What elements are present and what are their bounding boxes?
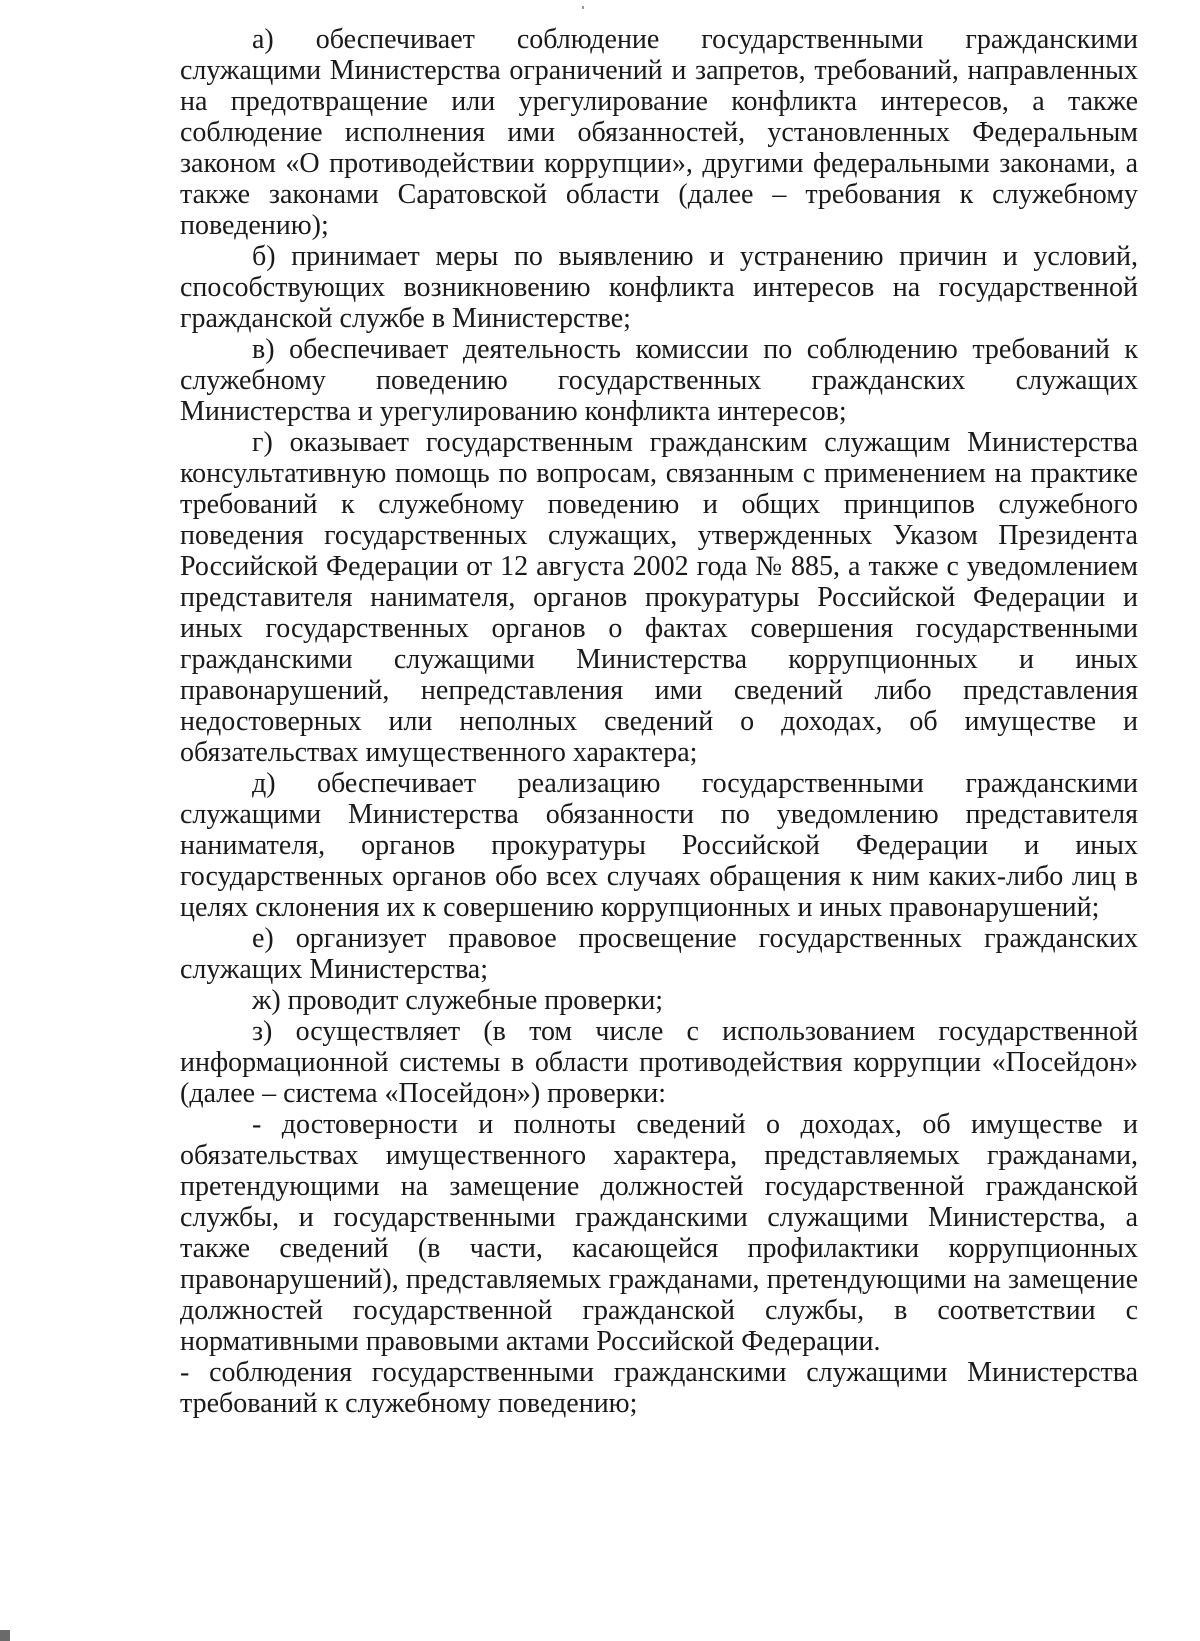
scan-corner-mark (0, 1630, 10, 1641)
paragraph-v: в) обеспечивает деятельность комиссии по соблюдению требований к служебному поведению государственных гражданских служащих Министерства и урегулированию конфликта интересов; (180, 334, 1138, 427)
paragraph-b: б) принимает меры по выявлению и устранению причин и условий, способствующих возникновению конфликта интересов на государственной гражданской службе в Министерстве; (180, 241, 1138, 334)
paragraph-d: д) обеспечивает реализацию государственными гражданскими служащими Министерства обязанности по уведомлению представителя нанимателя, органов прокуратуры Российской Федерации и иных государственных органов обо всех случаях обращения к ним каких-либо лиц в целях склонения их к совершению коррупционных и иных правонарушений; (180, 768, 1138, 923)
paragraph-zh: ж) проводит служебные проверки; (252, 985, 664, 1016)
scan-speck (582, 6, 584, 9)
paragraph-a: а) обеспечивает соблюдение государственными гражданскими служащими Министерства ограничений и запретов, требований, направленных на предотвращение или урегулирование конфликта интересов, а также соблюдение исполнения ими обязанностей, установленных Федеральным законом «О противодействии коррупции», другими федеральными законами, а также законами Саратовской области (далее – требования к служебному поведению); (180, 24, 1138, 241)
document-body (180, 24, 1138, 1419)
paragraph-e: е) организует правовое просвещение государственных гражданских служащих Министерства; (180, 923, 1138, 985)
paragraph-z: з) осуществляет (в том числе с использованием государственной информационной системы в области противодействия коррупции «Посейдон» (далее – система «Посейдон») проверки: (180, 1016, 1138, 1109)
paragraph-g: г) оказывает государственным гражданским служащим Министерства консультативную помощь по вопросам, связанным с применением на практике требований к служебному поведению и общих принципов служебного поведения государственных служащих, утвержденных Указом Президента Российской Федерации от 12 августа 2002 года № 885, а также с уведомлением представителя нанимателя, органов прокуратуры Российской Федерации и иных государственных органов о фактах совершения государственными гражданскими служащими Министерства коррупционных и иных правонарушений, непредставления ими сведений либо представления недостоверных или неполных сведений о доходах, об имуществе и обязательствах имущественного характера; (180, 427, 1138, 768)
list-item-reliability: - достоверности и полноты сведений о доходах, об имуществе и обязательствах имущественного характера, представляемых гражданами, претендующими на замещение должностей государственной гражданской службы, и государственными гражданскими служащими Министерства, а также сведений (в части, касающейся профилактики коррупционных правонарушений), представляемых гражданами, претендующими на замещение должностей государственной гражданской службы, в соответствии с нормативными правовыми актами Российской Федерации. (180, 1109, 1138, 1357)
list-item-compliance: - соблюдения государственными гражданскими служащими Министерства требований к служебному поведению; (180, 1357, 1138, 1419)
